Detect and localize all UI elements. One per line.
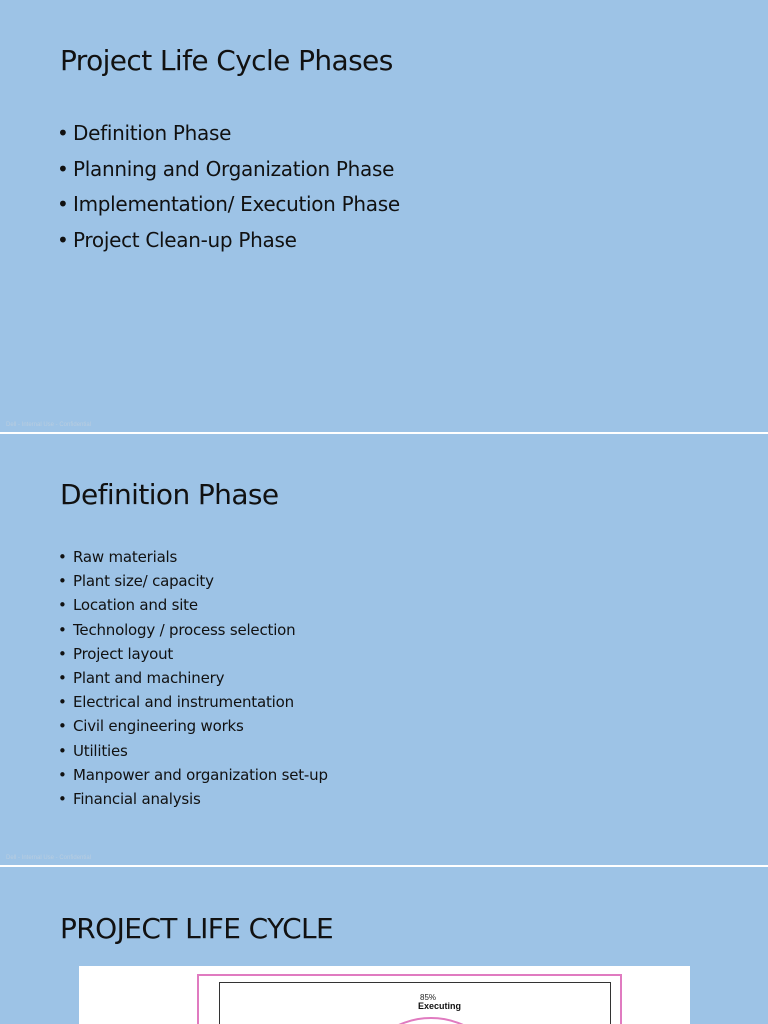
diagram-percent-label: 85%	[420, 993, 437, 1002]
bullet-icon: •	[57, 156, 69, 181]
diagram-arc	[79, 966, 690, 1024]
list-item: • Manpower and organization set-up	[73, 763, 328, 787]
slide-title: Project Life Cycle Phases	[60, 44, 393, 77]
bullet-list	[58, 545, 328, 811]
bullet-icon: •	[57, 192, 69, 217]
list-item: • Definition Phase	[73, 116, 400, 152]
list-item: • Implementation/ Execution Phase	[73, 187, 400, 223]
bullet-list	[57, 116, 400, 259]
bullet-icon: •	[58, 669, 67, 688]
confidential-footer: Dell - Internal Use - Confidential	[6, 422, 92, 428]
bullet-icon: •	[57, 121, 69, 145]
list-item: • Plant size/ capacity	[73, 569, 328, 593]
bullet-icon: •	[58, 596, 67, 615]
slide-title: PROJECT LIFE CYCLE	[60, 912, 334, 945]
list-item: • Plant and machinery	[73, 666, 328, 690]
slide-project-life-cycle	[0, 867, 768, 1024]
list-item: • Project Clean-up Phase	[73, 223, 400, 259]
list-item: • Technology / process selection	[73, 618, 328, 642]
list-item: • Project layout	[73, 642, 328, 666]
bullet-icon: •	[57, 228, 69, 253]
bullet-icon: •	[58, 790, 67, 809]
list-item: • Planning and Organization Phase	[73, 152, 400, 188]
list-item: • Utilities	[73, 739, 328, 763]
bullet-icon: •	[58, 644, 67, 663]
list-item: • Financial analysis	[73, 787, 328, 811]
bullet-icon: •	[58, 765, 67, 784]
confidential-footer: Dell - Internal Use - Confidential	[6, 855, 92, 861]
list-item: • Location and site	[73, 593, 328, 617]
bullet-icon: •	[58, 693, 67, 712]
bullet-icon: •	[58, 717, 67, 736]
list-item: • Civil engineering works	[73, 714, 328, 738]
bullet-icon: •	[58, 620, 67, 639]
bullet-icon: •	[58, 572, 67, 591]
list-item: • Raw materials	[73, 545, 328, 569]
slide-title: Definition Phase	[60, 478, 279, 511]
bullet-icon: •	[58, 741, 67, 760]
slide-definition-phase	[0, 434, 768, 865]
bullet-icon: •	[58, 548, 67, 566]
list-item: • Electrical and instrumentation	[73, 690, 328, 714]
diagram-phase-label: Executing	[418, 1001, 462, 1011]
life-cycle-diagram	[79, 966, 690, 1024]
slide-project-life-cycle-phases	[0, 0, 768, 432]
